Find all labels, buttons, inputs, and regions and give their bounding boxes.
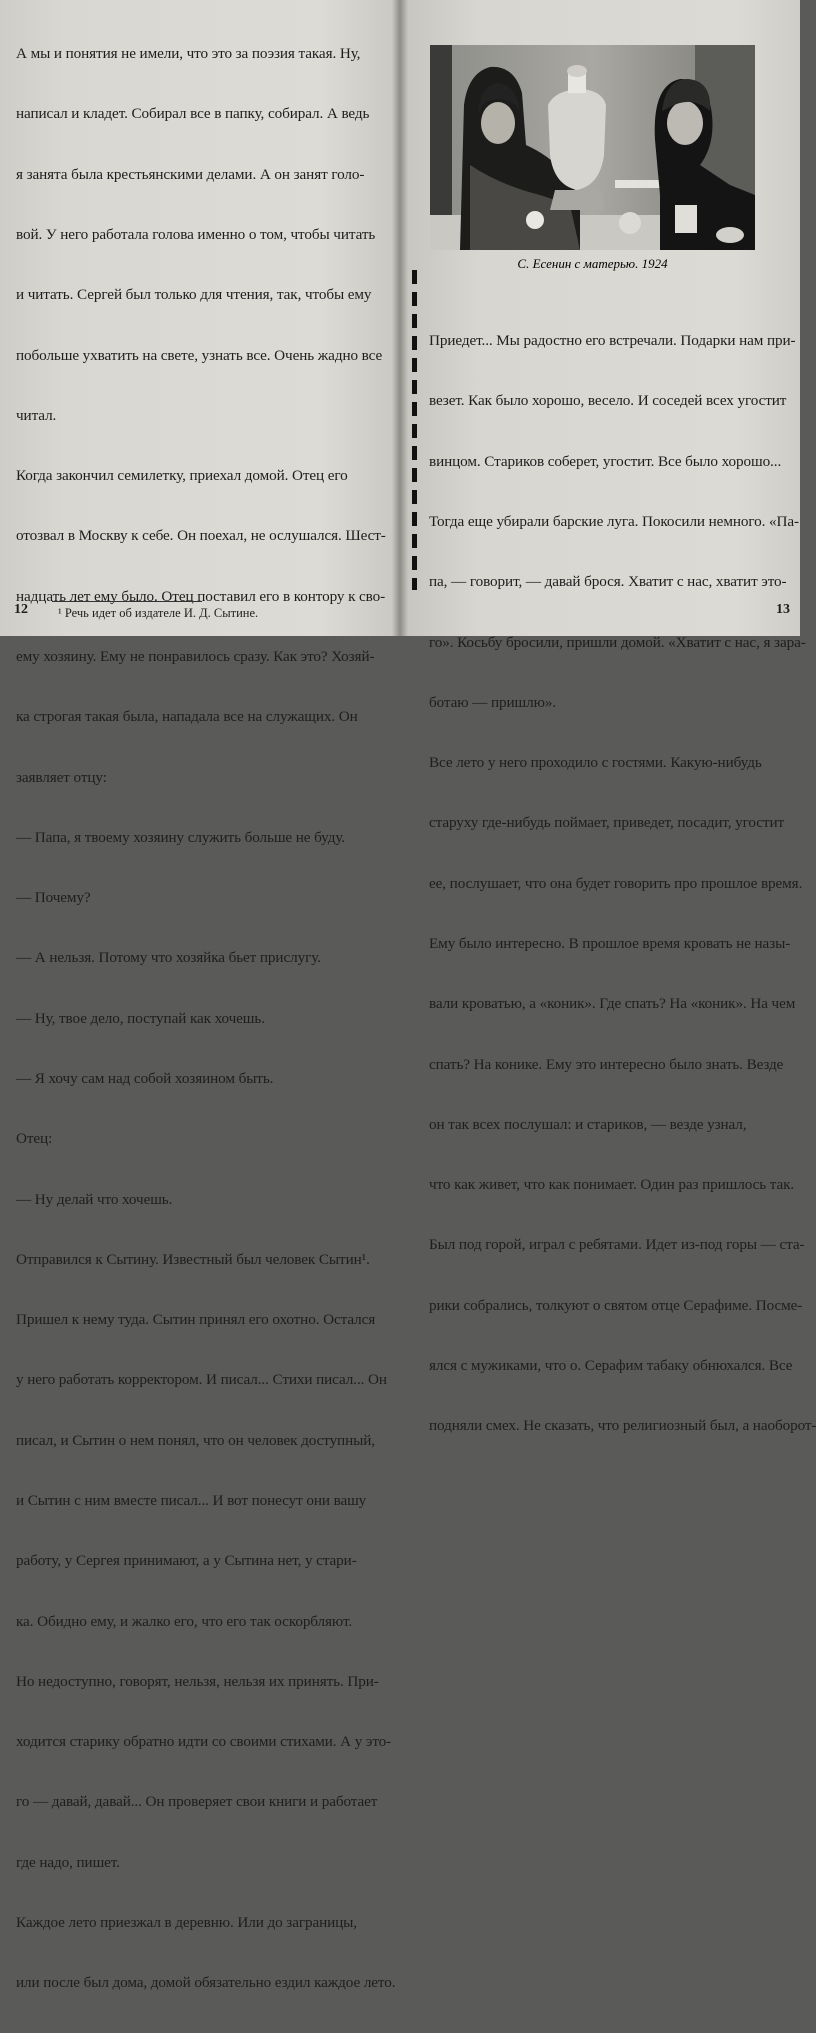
text-line: Каждое лето приезжал в деревню. Или до заграницы, [16, 1913, 357, 1931]
text-line: спать? На конике. Ему это интересно было знать. Везде [429, 1055, 784, 1073]
text-line: побольше ухватить на свете, узнать все. Очень жадно все [16, 346, 383, 364]
text-line: — Ну, твое дело, поступай как хочешь. [16, 1009, 265, 1027]
left-page [0, 0, 396, 1992]
text-line: — А нельзя. Потому что хозяйка бьет прислугу. [16, 949, 321, 967]
text-line: вали кроватью, а «коник». Где спать? На «коник». На чем [429, 995, 796, 1013]
text-line: Пришел к нему туда. Сытин принял его охотно. Остался [16, 1311, 376, 1329]
text-line: или после был дома, домой обязательно ездил каждое лето. [16, 1974, 396, 1992]
footnote-rule [52, 601, 202, 602]
text-line: старуху где-нибудь поймает, приведет, посадит, угостит [429, 814, 785, 832]
text-line: ка. Обидно ему, и жалко его, что его так оскорбляют. [16, 1612, 353, 1630]
text-line: Ему было интересно. В прошлое время кровать не назы- [429, 935, 791, 952]
text-line: ходится старику обратно идти со своими стихами. А у это- [16, 1733, 392, 1751]
text-line: и Сытин с ним вместе писал... И вот понесут они вашу [16, 1491, 367, 1509]
text-line: Тогда еще убирали барские луга. Покосили немного. «Па- [429, 513, 799, 531]
page-number-left: 12 [14, 602, 28, 617]
text-line: Все лето у него проходило с гостями. Какую-нибудь [429, 754, 762, 772]
text-line: Но недоступно, говорят, нельзя, нельзя их принять. При- [16, 1672, 379, 1690]
text-line: где надо, пишет. [16, 1853, 120, 1871]
text-line: Отец: [16, 1130, 53, 1148]
text-line: читал. [16, 406, 57, 424]
text-line: он так всех послушал: и стариков, — везде узнал, [429, 1115, 747, 1133]
text-line: го — давай, давай... Он проверяет свои книги и работает [16, 1793, 378, 1811]
text-line: винцом. Стариков соберет, угостит. Все было хорошо... [429, 452, 782, 470]
text-line: ялся с мужиками, что о. Серафим табаку обнюхался. Все [429, 1356, 793, 1374]
text-line: работу, у Сергея принимают, а у Сытина нет, у стари- [16, 1552, 357, 1570]
photo-caption: С. Есенин с матерью. 1924 [517, 256, 668, 271]
text-line: надцать лет ему было. Отец поставил его в контору к сво- [16, 587, 386, 605]
text-line: вой. У него работала голова именно о том, чтобы читать [16, 226, 376, 244]
text-line: написал и кладет. Собирал все в папку, собирал. А ведь [16, 105, 370, 123]
text-line: отозвал в Москву к себе. Он поехал, не ослушался. Шест- [16, 527, 386, 545]
text-line: я занята была крестьянскими делами. А он занят голо- [16, 165, 365, 183]
text-line: — Ну делай что хочешь. [16, 1190, 173, 1208]
text-line: Был под горой, играл с ребятами. Идет из-под горы — ста- [429, 1236, 805, 1254]
text-line: А мы и понятия не имели, что это за поэзия такая. Ну, [16, 45, 361, 63]
text-line: что как живет, что как понимает. Один раз пришлось так. [429, 1176, 795, 1194]
text-line: ка строгая такая была, нападала все на служащих. Он [16, 708, 358, 726]
text-line: у него работать корректором. И писал... Стихи писал... Он [16, 1371, 387, 1389]
text-line: везет. Как было хорошо, весело. И соседей всех угостит [429, 392, 787, 410]
page-number-right: 13 [776, 602, 790, 617]
text-line: го». Косьбу бросили, пришли домой. «Хватит с нас, я зара- [429, 633, 806, 651]
text-line: — Почему? [16, 889, 91, 907]
text-line: подняли смех. Не сказать, что религиозный был, а наоборот- [429, 1417, 816, 1435]
text-line: ботаю — пришлю». [429, 693, 557, 711]
text-line: ему хозяину. Ему не понравилось сразу. Как это? Хозяй- [16, 648, 375, 665]
text-line: ее, послушает, что она будет говорить про прошлое время. [429, 874, 803, 892]
text-line: рики собрались, толкуют о святом отце Серафиме. Посме- [429, 1296, 803, 1314]
text-line: заявляет отцу: [16, 768, 107, 786]
text-line: па, — говорит, — давай брося. Хватит с нас, хватит это- [429, 573, 787, 591]
text-line: Приедет... Мы радостно его встречали. Подарки нам при- [429, 332, 796, 350]
right-page [405, 0, 816, 1435]
text-line: — Папа, я твоему хозяину служить больше не буду. [16, 828, 346, 846]
text-line: Отправился к Сытину. Известный был человек Сытин¹. [16, 1250, 370, 1268]
left-page-text [16, 4, 396, 2033]
footnote: ¹ Речь идет об издателе И. Д. Сытине. [58, 606, 259, 620]
text-line: Когда закончил семилетку, приехал домой. Отец его [16, 467, 348, 485]
text-line: и читать. Сергей был только для чтения, так, чтобы ему [16, 286, 372, 304]
text-line: писал, и Сытин о нем понял, что он человек доступный, [16, 1431, 375, 1449]
text-line: — Я хочу сам над собой хозяином быть. [16, 1069, 274, 1087]
